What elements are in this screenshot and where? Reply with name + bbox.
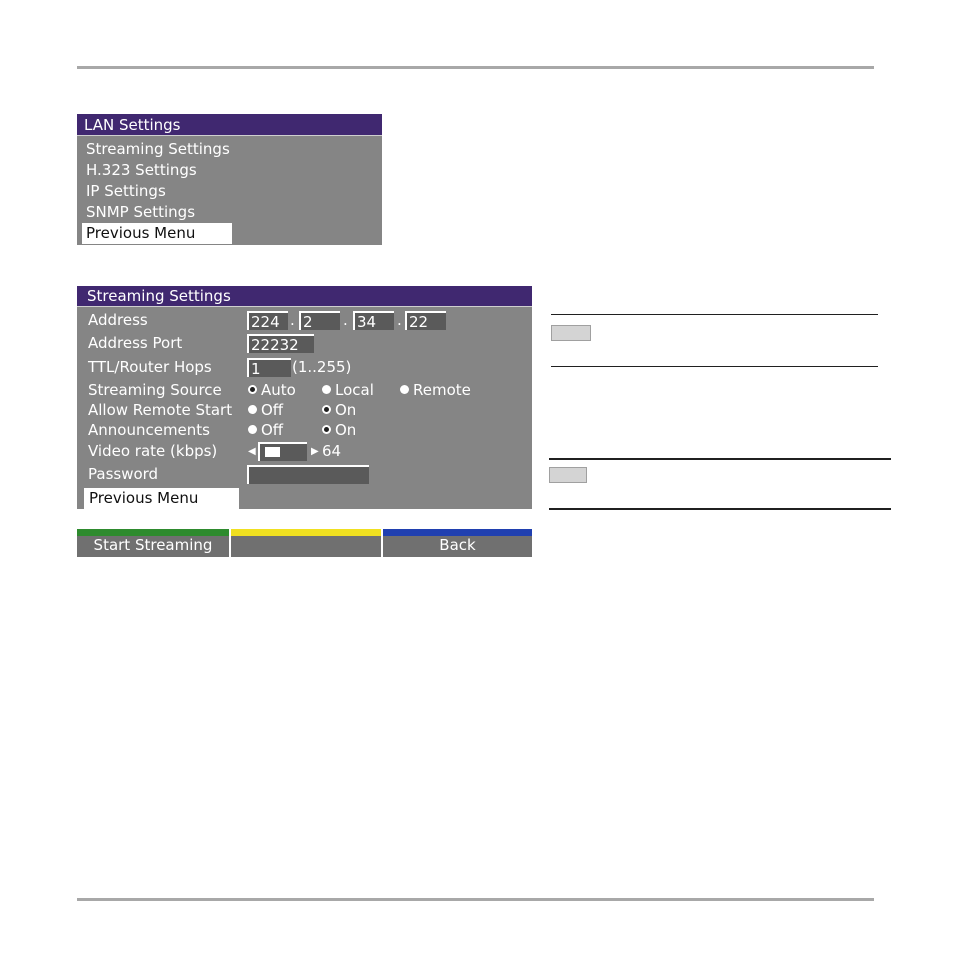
source-auto-radio[interactable] [248, 380, 296, 401]
start-streaming-label: Start Streaming [93, 536, 213, 554]
address-separator: . [290, 311, 295, 329]
streaming-source-row [77, 380, 532, 401]
address-label: Address [88, 311, 148, 329]
lan-settings-menu [77, 114, 382, 245]
radio-selected-icon [248, 385, 257, 394]
address-port-input[interactable]: 22232 [247, 334, 314, 353]
announcements-row [77, 420, 532, 441]
source-remote-radio[interactable] [400, 380, 471, 401]
radio-label: Off [261, 421, 284, 439]
address-port-label: Address Port [88, 334, 183, 352]
radio-unselected-icon [248, 425, 257, 434]
video-rate-label: Video rate (kbps) [88, 442, 218, 460]
source-local-radio[interactable] [322, 380, 374, 401]
video-rate-value: 64 [322, 442, 342, 460]
menu-item-streaming-settings[interactable]: Streaming Settings [86, 140, 230, 158]
blue-band [383, 529, 532, 536]
remote-start-on-radio[interactable] [322, 400, 356, 421]
radio-unselected-icon [322, 385, 331, 394]
arrow-right-icon[interactable]: ▶ [311, 446, 319, 457]
note-rule [549, 508, 891, 510]
radio-selected-icon [322, 405, 331, 414]
ttl-label: TTL/Router Hops [88, 358, 212, 376]
lan-settings-title: LAN Settings [77, 114, 382, 136]
streaming-source-label: Streaming Source [88, 381, 222, 399]
ttl-range-hint: (1..255) [292, 358, 352, 376]
address-port-row [77, 333, 532, 354]
note-rule [551, 366, 878, 367]
radio-unselected-icon [248, 405, 257, 414]
menu-item-snmp-settings[interactable]: SNMP Settings [86, 203, 196, 221]
radio-label: On [335, 421, 357, 439]
ttl-input[interactable]: 1 [247, 358, 291, 377]
back-label: Back [439, 536, 476, 554]
address-octet-4[interactable]: 22 [405, 311, 446, 330]
video-rate-row [77, 441, 532, 462]
radio-label: On [335, 401, 357, 419]
menu-item-previous-menu[interactable]: Previous Menu [82, 223, 232, 244]
announcements-off-radio[interactable] [248, 420, 283, 441]
address-octet-2[interactable]: 2 [299, 311, 340, 330]
remote-start-off-radio[interactable] [248, 400, 283, 421]
streaming-settings-menu [77, 286, 532, 509]
green-band [77, 529, 229, 536]
radio-unselected-icon [400, 385, 409, 394]
softkey-bar [77, 529, 532, 557]
address-octet-3[interactable]: 34 [353, 311, 394, 330]
menu-item-ip-settings[interactable]: IP Settings [86, 182, 166, 200]
radio-label: Remote [413, 381, 471, 399]
back-button[interactable] [383, 529, 532, 557]
address-row [77, 310, 532, 331]
address-separator: . [397, 311, 402, 329]
start-streaming-button[interactable] [77, 529, 229, 557]
key-swatch [551, 325, 591, 341]
note-rule [551, 314, 878, 315]
yellow-band [231, 529, 381, 536]
bottom-rule [77, 898, 874, 901]
password-row [77, 464, 532, 485]
middle-softkey[interactable] [231, 529, 381, 557]
address-octet-1[interactable]: 224 [247, 311, 288, 330]
ttl-row [77, 357, 532, 378]
slider-knob[interactable] [265, 447, 280, 457]
radio-selected-icon [322, 425, 331, 434]
password-input[interactable] [247, 465, 369, 484]
address-separator: . [343, 311, 348, 329]
menu-item-h323-settings[interactable]: H.323 Settings [86, 161, 197, 179]
password-label: Password [88, 465, 159, 483]
arrow-left-icon[interactable]: ◀ [248, 446, 256, 457]
streaming-previous-menu[interactable]: Previous Menu [84, 488, 239, 509]
radio-label: Off [261, 401, 284, 419]
radio-label: Local [335, 381, 374, 399]
note-rule [549, 458, 891, 460]
announcements-on-radio[interactable] [322, 420, 356, 441]
streaming-settings-title: Streaming Settings [77, 286, 532, 307]
video-rate-slider[interactable] [258, 442, 307, 461]
key-swatch [549, 467, 587, 483]
allow-remote-start-label: Allow Remote Start [88, 401, 233, 419]
top-rule [77, 66, 874, 69]
allow-remote-start-row [77, 400, 532, 421]
announcements-label: Announcements [88, 421, 210, 439]
radio-label: Auto [261, 381, 296, 399]
